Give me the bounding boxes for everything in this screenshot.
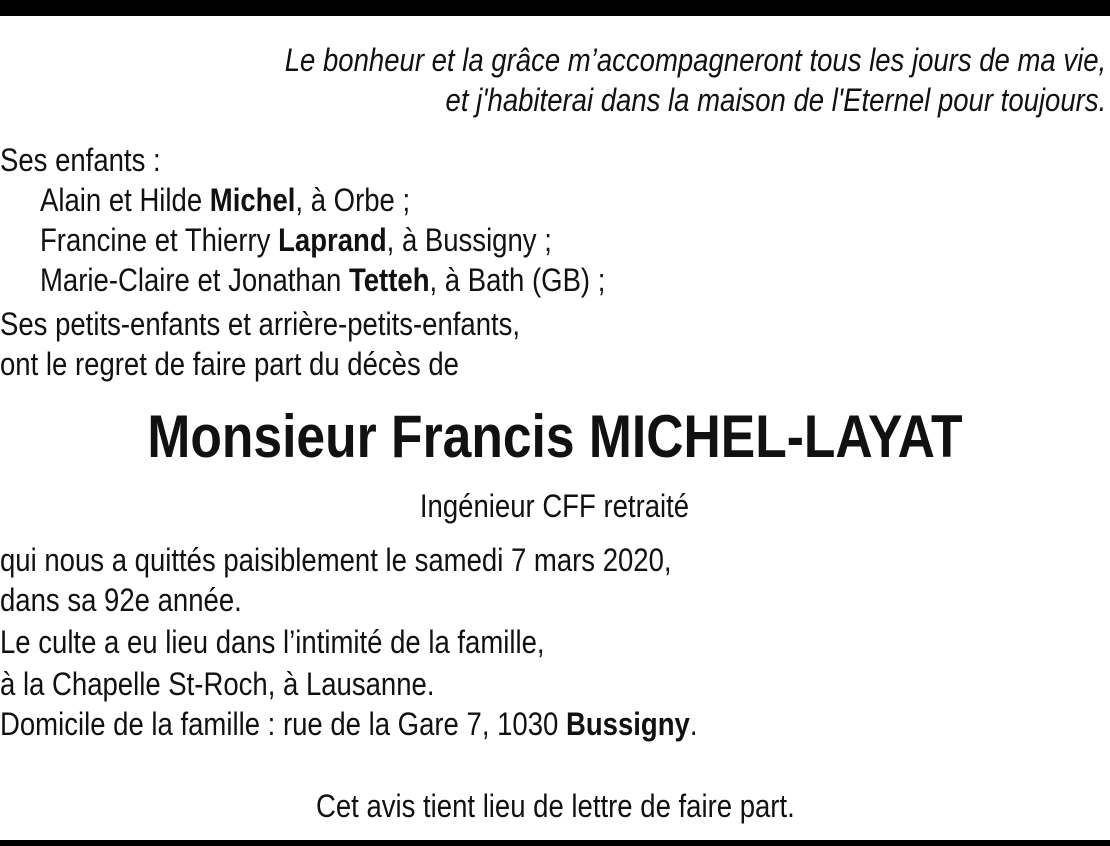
footer-notice: Cet avis tient lieu de lettre de faire part. bbox=[315, 788, 795, 824]
children-label: Ses enfants : bbox=[0, 142, 161, 178]
domicile-line: Domicile de la famille : rue de la Gare 7, 1030 Bussigny. bbox=[0, 706, 698, 742]
epigraph-line-2: et j'habiterai dans la maison de l'Eternel pour toujours. bbox=[445, 82, 1106, 118]
details-line-1: qui nous a quittés paisiblement le samedi 7 mars 2020, bbox=[0, 542, 672, 578]
child-surname: Tetteh bbox=[348, 262, 430, 298]
child-entry-3: Marie-Claire et Jonathan Tetteh, à Bath (GB) ; bbox=[40, 262, 606, 298]
details-line-4: à la Chapelle St-Roch, à Lausanne. bbox=[0, 666, 435, 702]
details-line-3: Le culte a eu lieu dans l’intimité de la famille, bbox=[0, 624, 545, 660]
child-entry-2: Francine et Thierry Laprand, à Bussigny ; bbox=[40, 222, 552, 258]
details-line-2: dans sa 92e année. bbox=[0, 582, 242, 618]
top-border-rule bbox=[0, 0, 1110, 16]
deceased-title: Ingénieur CFF retraité bbox=[420, 488, 690, 524]
announcement-line: ont le regret de faire part du décès de bbox=[0, 346, 459, 382]
grandchildren-line: Ses petits-enfants et arrière-petits-enfants, bbox=[0, 306, 521, 342]
deceased-name: Monsieur Francis MICHEL-LAYAT bbox=[147, 403, 963, 470]
bottom-border-rule bbox=[0, 840, 1110, 846]
child-surname: Laprand bbox=[278, 222, 387, 258]
epigraph-line-1: Le bonheur et la grâce m’accompagneront tous les jours de ma vie, bbox=[284, 42, 1106, 78]
child-entry-1: Alain et Hilde Michel, à Orbe ; bbox=[40, 182, 411, 218]
domicile-town: Bussigny bbox=[565, 706, 690, 742]
child-surname: Michel bbox=[209, 182, 296, 218]
